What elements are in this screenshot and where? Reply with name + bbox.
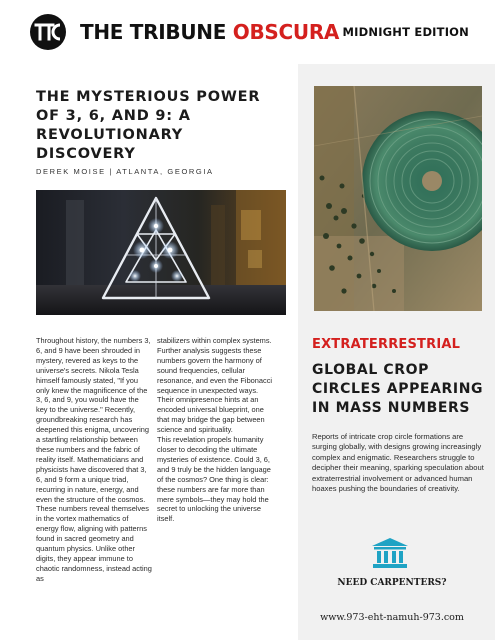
article-image-sacred-geometry (36, 190, 286, 315)
sidebar-kicker: EXTRATERRESTRIAL (312, 337, 461, 352)
article-column-1 (36, 336, 152, 584)
edition-label: MIDNIGHT EDITION (342, 25, 469, 39)
masthead (0, 0, 495, 64)
article-paragraph: Throughout history, the numbers 3, 6, and 9 have been shrouded in mystery, revered as keys to the universe's secrets. Nikola Tesla himself famously stated, "If you only knew the magnificence of the 3, 6, and 9, you would have the key to the universe." Recently, groundbreaking research has deepened this enigma, uncovering a startling relationship between these numbers and the fabric of reality itself. Mathematicians and physicists have discovered that 3, 6, and 9 form a unique triad, recurring in nature, energy, and even the structure of the cosmos. These numbers reveal themselves in the vortex mathematics of energy flow, aligning with patterns found in sacred geometry and quantum physics. Unlike other digits, they appear immune to chaotic randomness, instead acting as (36, 336, 152, 583)
sidebar-headline: GLOBAL CROP CIRCLES APPEARING IN MASS NUMBERS (312, 362, 484, 416)
article-byline: DEREK MOISE | ATLANTA, GEORGIA (36, 167, 214, 176)
brand-accent: OBSCURA (232, 20, 340, 44)
brand-name (80, 20, 339, 44)
ad-title: NEED CARPENTERS? (337, 578, 447, 588)
article-column-2 (157, 336, 273, 524)
ad-url-link[interactable]: www.973-eht-namuh-973.com (320, 612, 464, 623)
bank-icon (371, 537, 409, 569)
crop-circle-aerial-image (314, 86, 482, 311)
newspaper-logo-icon (30, 14, 66, 50)
article-paragraph: Further analysis suggests these numbers govern the harmony of sound frequencies, cellular resonance, and even the Fibonacci sequence in unexpected ways. Their omnipresence hints at an encoded universal blueprint, one that may bridge the gap between science and spirituality. (157, 345, 273, 435)
brand-main: THE TRIBUNE (80, 20, 233, 44)
sidebar-body: Reports of intricate crop circle formations are surging globally, with designs growing increasingly complex and enigmatic. Researchers struggle to decipher their meaning, sparking speculation about extraterrestrial involvement or advanced human hoaxes pushing the boundaries of creativity. (312, 432, 484, 494)
article-paragraph: stabilizers within complex systems. (157, 336, 272, 345)
article-headline: THE MYSTERIOUS POWER OF 3, 6, AND 9: A REVOLUTIONARY DISCOVERY (36, 89, 261, 162)
article-paragraph: This revelation propels humanity closer to decoding the ultimate mysteries of existence. Could 3, 6, and 9 truly be the hidden language of the cosmos? One thing is clear: these numbers are far more than mere symbols—they may hold the secret to unlocking the universe itself. (157, 435, 271, 524)
